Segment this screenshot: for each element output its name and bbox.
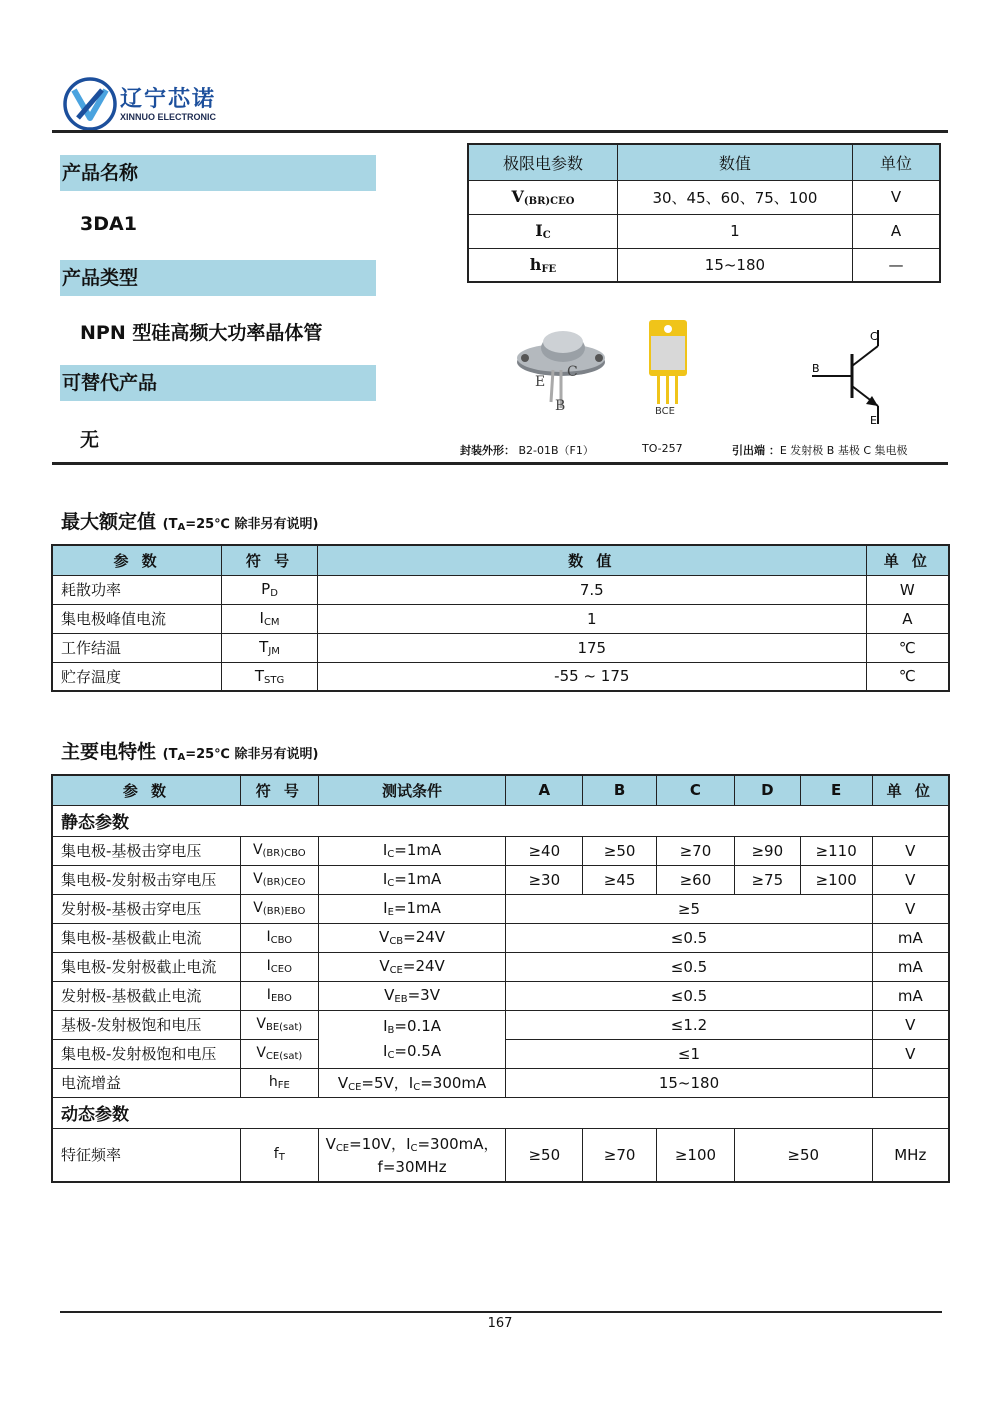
elec-param: 发射极-基极截止电流 — [52, 981, 240, 1010]
elec-symbol: $I_{EBO}$ — [240, 981, 318, 1010]
elec-symbol: $V_{CE(sat)}$ — [240, 1039, 318, 1068]
max-param: 集电极峰值电流 — [52, 604, 222, 633]
max-header-value: 数 值 — [317, 545, 866, 575]
elec-symbol: $I_{CBO}$ — [240, 923, 318, 952]
logo-mark-icon — [62, 76, 118, 132]
limit-symbol: $I_C$ — [468, 214, 617, 248]
elec-header-a: A — [506, 775, 583, 805]
max-value: 1 — [317, 604, 866, 633]
elec-value: ≤0.5 — [506, 952, 872, 981]
max-value: 7.5 — [317, 575, 866, 604]
max-unit: ℃ — [866, 633, 949, 662]
max-param: 耗散功率 — [52, 575, 222, 604]
max-param: 贮存温度 — [52, 662, 222, 691]
sat-condition: $I_B=0.1A$ $I_C=0.5A$ — [318, 1010, 506, 1068]
elec-symbol: $V_{(BR)EBO}$ — [240, 894, 318, 923]
grade-b-value: ≥50 — [583, 836, 657, 865]
elec-param: 基极-发射极饱和电压 — [52, 1010, 240, 1039]
elec-param: 电流增益 — [52, 1068, 240, 1097]
elec-condition: $V_{CB}=24V$ — [318, 923, 506, 952]
elec-value: ≤1 — [506, 1039, 872, 1068]
elec-condition: $V_{CE}=24V$ — [318, 952, 506, 981]
max-symbol: $T_{STG}$ — [222, 662, 318, 691]
pin-c-label: C — [567, 364, 578, 380]
max-ratings-table — [51, 544, 950, 692]
package-to-257-image — [645, 318, 691, 418]
max-symbol: $I_{CM}$ — [222, 604, 318, 633]
elec-header-e: E — [800, 775, 872, 805]
table-row — [468, 248, 940, 282]
grade-a-value: ≥30 — [506, 865, 583, 894]
grade-d-value: ≥90 — [734, 836, 800, 865]
max-unit: ℃ — [866, 662, 949, 691]
grade-b-value: ≥70 — [583, 1128, 657, 1182]
header-rule — [52, 130, 948, 133]
elec-header-condition: 测试条件 — [318, 775, 506, 805]
elec-symbol: $I_{CEO}$ — [240, 952, 318, 981]
page-number: 167 — [487, 1316, 513, 1331]
elec-condition: $V_{CE}=10V$，$I_C=300mA$， f=30MHz — [318, 1128, 506, 1182]
limit-value: 15~180 — [617, 248, 852, 282]
limit-header-value: 数值 — [617, 144, 852, 180]
elec-unit: mA — [872, 981, 949, 1010]
footer-rule — [60, 1311, 942, 1313]
table-row — [52, 923, 949, 952]
elec-unit — [872, 1068, 949, 1097]
elec-value: 15~180 — [506, 1068, 872, 1097]
limit-unit: A — [852, 214, 940, 248]
max-value: 175 — [317, 633, 866, 662]
elec-condition: $I_C=1mA$ — [318, 865, 506, 894]
elec-unit: V — [872, 1039, 949, 1068]
max-unit: A — [866, 604, 949, 633]
elec-symbol: $h_{FE}$ — [240, 1068, 318, 1097]
pin-e-label: E — [535, 374, 546, 390]
elec-unit: V — [872, 1010, 949, 1039]
limit-unit: — — [852, 248, 940, 282]
elec-header-symbol: 符 号 — [240, 775, 318, 805]
company-logo — [62, 76, 302, 132]
elec-condition: $I_C=1mA$ — [318, 836, 506, 865]
max-symbol: $T_{JM}$ — [222, 633, 318, 662]
elec-value: ≤0.5 — [506, 923, 872, 952]
table-row — [52, 1068, 949, 1097]
elec-condition: $I_E=1mA$ — [318, 894, 506, 923]
symbol-b-label: B — [812, 362, 820, 375]
table-row — [52, 604, 949, 633]
package-b2-01b-image — [515, 322, 610, 414]
static-params-label: 静态参数 — [52, 805, 949, 836]
table-row — [52, 952, 949, 981]
elec-param: 特征频率 — [52, 1128, 240, 1182]
package-caption-to257: TO-257 — [642, 442, 683, 455]
elec-unit: MHz — [872, 1128, 949, 1182]
limit-parameters-table — [467, 143, 941, 283]
limit-symbol: $V_{(BR)CEO}$ — [468, 180, 617, 214]
elec-unit: V — [872, 894, 949, 923]
limit-value: 30、45、60、75、100 — [617, 180, 852, 214]
elec-param: 集电极-基极击穿电压 — [52, 836, 240, 865]
dynamic-params-label: 动态参数 — [52, 1097, 949, 1128]
limit-header-unit: 单位 — [852, 144, 940, 180]
elec-header-c: C — [657, 775, 735, 805]
elec-header-b: B — [583, 775, 657, 805]
elec-header-param: 参 数 — [52, 775, 240, 805]
max-header-param: 参 数 — [52, 545, 222, 575]
elec-symbol: $V_{BE(sat)}$ — [240, 1010, 318, 1039]
grade-a-value: ≥40 — [506, 836, 583, 865]
max-value: -55 ~ 175 — [317, 662, 866, 691]
grade-de-value: ≥50 — [734, 1128, 872, 1182]
table-row — [468, 180, 940, 214]
table-row — [52, 894, 949, 923]
max-header-unit: 单 位 — [866, 545, 949, 575]
electrical-characteristics-table — [51, 774, 950, 1183]
elec-param: 集电极-发射极截止电流 — [52, 952, 240, 981]
elec-header-unit: 单 位 — [872, 775, 949, 805]
grade-c-value: ≥70 — [657, 836, 735, 865]
electrical-title: 主要电特性 ($T_A=25℃$ 除非另有说明) — [61, 741, 319, 763]
grade-d-value: ≥75 — [734, 865, 800, 894]
npn-transistor-symbol-icon — [808, 324, 898, 430]
table-row — [52, 1128, 949, 1182]
product-type-label: 产品类型 — [60, 260, 376, 296]
table-row — [52, 981, 949, 1010]
symbol-e-label: E — [870, 414, 877, 427]
replacement-value: 无 — [80, 429, 100, 451]
elec-value: ≥5 — [506, 894, 872, 923]
elec-unit: V — [872, 836, 949, 865]
elec-param: 集电极-发射极击穿电压 — [52, 865, 240, 894]
product-name-value: 3DA1 — [80, 213, 137, 235]
pin-order-label: BCE — [655, 406, 675, 417]
product-type-value: NPN 型硅高频大功率晶体管 — [80, 322, 323, 344]
limit-header-param: 极限电参数 — [468, 144, 617, 180]
symbol-c-label: C — [870, 330, 878, 343]
elec-condition: $V_{EB}=3V$ — [318, 981, 506, 1010]
elec-symbol: $V_{(BR)CBO}$ — [240, 836, 318, 865]
table-row — [52, 633, 949, 662]
grade-c-value: ≥60 — [657, 865, 735, 894]
elec-value: ≤0.5 — [506, 981, 872, 1010]
limit-value: 1 — [617, 214, 852, 248]
grade-e-value: ≥100 — [800, 865, 872, 894]
limit-symbol: $h_{FE}$ — [468, 248, 617, 282]
brand-name-en: XINNUO ELECTRONIC — [120, 112, 217, 122]
elec-param: 发射极-基极击穿电压 — [52, 894, 240, 923]
pin-b-label: B — [555, 398, 566, 414]
table-row — [52, 1010, 949, 1039]
grade-e-value: ≥110 — [800, 836, 872, 865]
grade-b-value: ≥45 — [583, 865, 657, 894]
package-caption: 封装外形： B2-01B（F1） — [460, 444, 594, 457]
elec-condition: $V_{CE}=5V$，$I_C=300mA$ — [318, 1068, 506, 1097]
elec-param: 集电极-发射极饱和电压 — [52, 1039, 240, 1068]
elec-unit: V — [872, 865, 949, 894]
table-row — [52, 836, 949, 865]
section-rule — [52, 462, 948, 465]
elec-param: 集电极-基极截止电流 — [52, 923, 240, 952]
max-ratings-title: 最大额定值 ($T_A=25℃$ 除非另有说明) — [61, 511, 319, 533]
elec-unit: mA — [872, 952, 949, 981]
grade-c-value: ≥100 — [657, 1128, 735, 1182]
pin-caption: 引出端 ：E 发射极 B 基极 C 集电极 — [732, 444, 908, 457]
max-unit: W — [866, 575, 949, 604]
product-name-label: 产品名称 — [60, 155, 376, 191]
table-row — [468, 214, 940, 248]
max-header-symbol: 符 号 — [222, 545, 318, 575]
table-row — [52, 865, 949, 894]
elec-value: ≤1.2 — [506, 1010, 872, 1039]
max-param: 工作结温 — [52, 633, 222, 662]
table-row — [52, 662, 949, 691]
grade-a-value: ≥50 — [506, 1128, 583, 1182]
max-symbol: $P_D$ — [222, 575, 318, 604]
limit-unit: V — [852, 180, 940, 214]
brand-name-cn: 辽宁芯诺 — [120, 87, 217, 112]
elec-unit: mA — [872, 923, 949, 952]
replacement-label: 可替代产品 — [60, 365, 376, 401]
elec-header-d: D — [734, 775, 800, 805]
elec-symbol: $V_{(BR)CEO}$ — [240, 865, 318, 894]
table-row — [52, 575, 949, 604]
elec-symbol: $f_T$ — [240, 1128, 318, 1182]
